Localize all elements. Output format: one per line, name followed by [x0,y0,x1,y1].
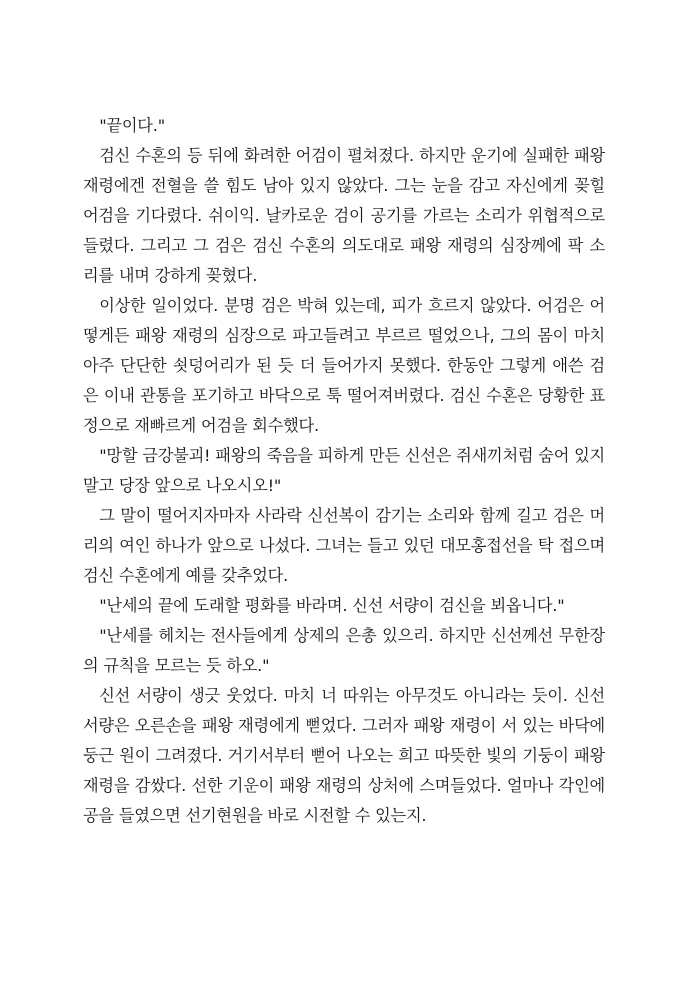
paragraph-3: 이상한 일이었다. 분명 검은 박혀 있는데, 피가 흐르지 않았다. 어검은 어떻게든 패왕 재령의 심장으로 파고들려고 부르르 떨었으나, 그의 몸이 마치 아주 단단한 쇳덩어리가 된 듯 더 들어가지 못했다. 한동안 그렇게 애쓴 검은 이내 관통을 포기하고 바닥으로 툭 떨어져버렸다. 검신 수혼은 당황한 표정으로 재빠르게 어검을 회수했다. [83,296,605,435]
paragraph-4: "망할 금강불괴! 패왕의 죽음을 피하게 만든 신선은 쥐새끼처럼 숨어 있지 말고 당장 앞으로 나오시오!" [83,446,605,495]
paragraph-2: 검신 수혼의 등 뒤에 화려한 어검이 펼쳐졌다. 하지만 운기에 실패한 패왕 재령에겐 전혈을 쓸 힘도 남아 있지 않았다. 그는 눈을 감고 자신에게 꽂힐 어검을 기다렸다. 쉬이익. 날카로운 검이 공기를 가르는 소리가 위협적으로 들렸다. 그리고 그 검은 검신 수혼의 의도대로 패왕 재령의 심장께에 팍 소리를 내며 강하게 꽂혔다. [83,146,605,285]
paragraph-6: "난세의 끝에 도래할 평화를 바라며. 신선 서량이 검신을 뵈옵니다." [99,596,565,615]
paragraph-1: "끝이다." [99,116,165,135]
paragraph-7: "난세를 헤치는 전사들에게 상제의 은총 있으리. 하지만 신선께선 무한장의 규칙을 모르는 듯 하오." [83,626,605,675]
paragraph-8: 신선 서량이 생긋 웃었다. 마치 너 따위는 아무것도 아니라는 듯이. 신선 서량은 오른손을 패왕 재령에게 뻗었다. 그러자 패왕 재령이 서 있는 바닥에 둥근 원이 그려졌다. 거기서부터 뻗어 나오는 희고 따뜻한 빛의 기둥이 패왕 재령을 감쌌다. 선한 기운이 패왕 재령의 상처에 스며들었다. 얼마나 각인에 공을 들였으면 선기현원을 바로 시전할 수 있는지. [83,686,605,825]
body-text [83,111,605,831]
paragraph-5: 그 말이 떨어지자마자 사라락 신선복이 감기는 소리와 함께 길고 검은 머리의 여인 하나가 앞으로 나섰다. 그녀는 들고 있던 대모홍접선을 탁 접으며 검신 수혼에게 예를 갖추었다. [83,506,605,585]
